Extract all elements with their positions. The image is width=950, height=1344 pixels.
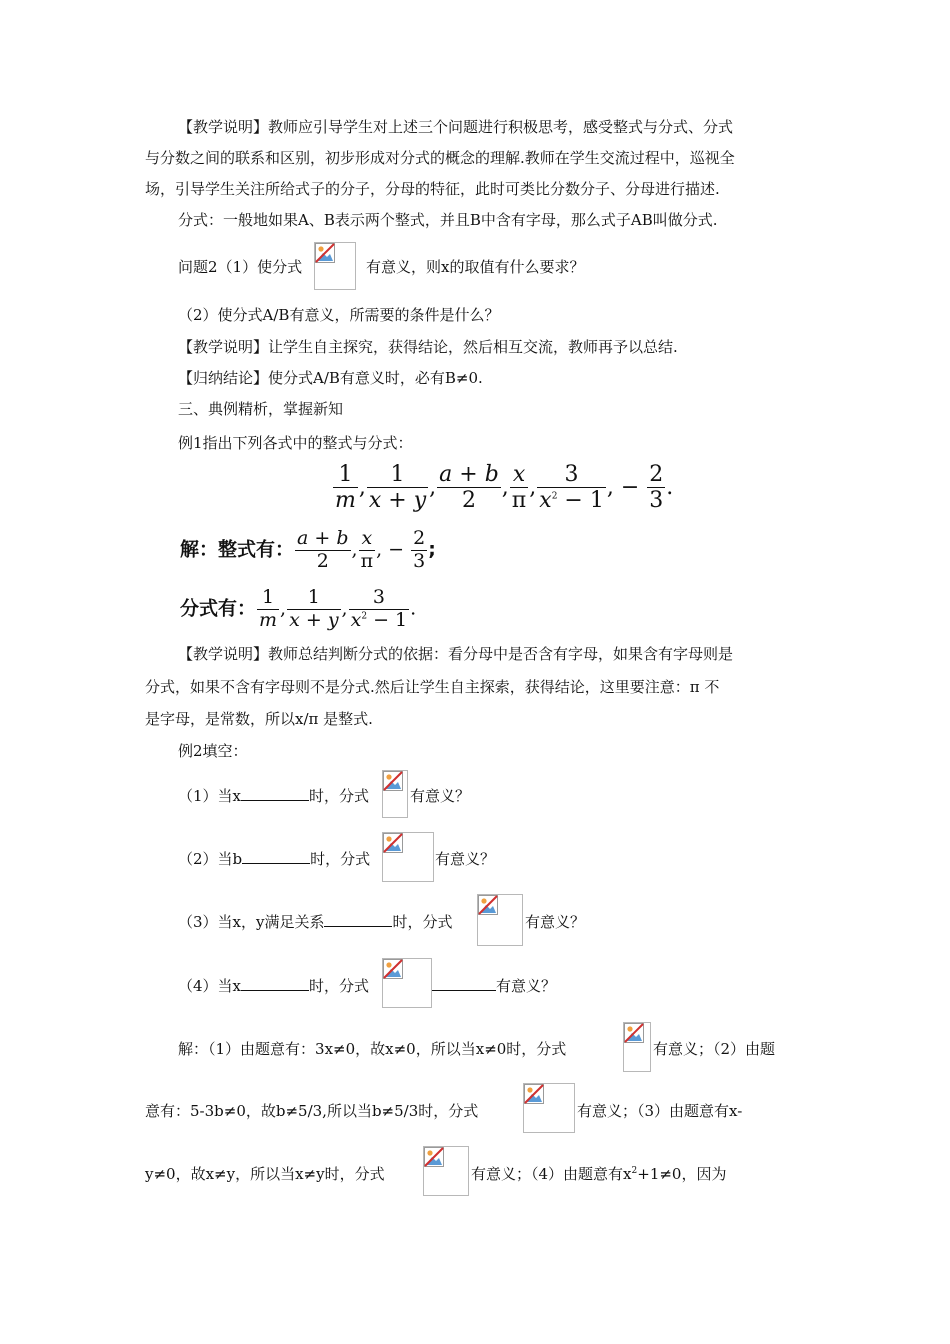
solution-line-1-end: 有意义；（2）由题 (653, 1040, 776, 1058)
broken-image-icon (424, 1147, 444, 1167)
answer-blank[interactable] (241, 976, 309, 991)
conclusion: 【归纳结论】使分式A/B有意义时，必有B≠0. (178, 369, 483, 387)
item-4-prefix: （4）当x (178, 977, 242, 995)
broken-image-icon (383, 771, 403, 791)
teaching-note-2: 【教学说明】让学生自主探究，获得结论，然后相互交流，教师再予以总结. (178, 338, 678, 356)
exponent: 2 (631, 1166, 638, 1176)
item-3-prefix: （3）当x，y满足关系 (178, 913, 325, 931)
formula-image (523, 1083, 575, 1133)
solution-line-3-tail: +1≠0，因为 (637, 1165, 727, 1183)
formula-image (382, 832, 434, 882)
question-2-part-2: （2）使分式A/B有意义，所需要的条件是什么？ (178, 306, 500, 324)
answer-blank[interactable] (324, 912, 392, 927)
item-2-prefix: （2）当b (178, 850, 243, 868)
broken-image-icon (524, 1084, 544, 1104)
example-2-item-4 (178, 976, 369, 996)
question-2-part-1-prefix: 问题2（1）使分式 (178, 258, 303, 276)
broken-image-icon (383, 959, 403, 979)
solution-line-1: 解：（1）由题意有：3x≠0，故x≠0，所以当x≠0时，分式 (178, 1040, 567, 1058)
formula-image (623, 1022, 651, 1072)
answer-fractions: 分式有： $\frac{1}{m}$ , $\frac{1}{x + y}$ , $\frac{3}{x^2 - 1}$ . (180, 586, 417, 631)
item-4-suffix (432, 976, 556, 996)
teaching-note-line-3: 场，引导学生关注所给式子的分子，分母的特征，此时可类比分数分子、分母进行描述. (145, 180, 720, 198)
item-4-middle: 时，分式 (309, 977, 370, 995)
item-2-middle: 时，分式 (310, 850, 371, 868)
item-1-middle: 时，分式 (309, 787, 370, 805)
item-3-middle: 时，分式 (392, 913, 453, 931)
solution-line-3-end (471, 1164, 726, 1184)
section-heading: 三、典例精析，掌握新知 (178, 400, 344, 418)
example-2-item-1 (178, 786, 369, 806)
teaching-note-line-2: 与分数之间的联系和区别，初步形成对分式的概念的理解.教师在学生交流过程中，巡视全 (145, 149, 735, 167)
item-2-suffix: 有意义？ (435, 850, 496, 868)
teaching-note-3-line-3: 是字母，是常数，所以x/π 是整式. (145, 710, 373, 728)
formula-image (477, 894, 523, 946)
question-2-part-1-suffix: 有意义，则x的取值有什么要求？ (366, 258, 585, 276)
answer-blank[interactable] (432, 976, 496, 991)
teaching-note-3-line-1: 【教学说明】教师总结判断分式的依据：看分母中是否含有字母，如果含有字母则是 (178, 645, 734, 663)
item-4-end: 有意义？ (496, 977, 557, 995)
solution-line-3-text: 有意义；（4）由题意有x (471, 1165, 632, 1183)
formula-image (314, 242, 356, 290)
item-3-suffix: 有意义？ (525, 913, 586, 931)
example-1-expressions: $\frac{1}{m}$ , $\frac{1}{x + y}$ , $\frac{a + b}{2}$ , $\frac{x}{\pi}$ , $\frac{3}{x^2 - 1}$ , − $\frac{2}{3}$ . (335, 462, 674, 514)
answer-fractions-label: 分式有： (180, 597, 257, 620)
answer-blank[interactable] (241, 786, 309, 801)
example-2-title: 例2填空： (178, 742, 248, 760)
answer-blank[interactable] (242, 849, 310, 864)
broken-image-icon (383, 833, 403, 853)
broken-image-icon (478, 895, 498, 915)
solution-line-2-end: 有意义；（3）由题意有x- (577, 1102, 743, 1120)
fraction-definition: 分式：一般地如果A、B表示两个整式，并且B中含有字母，那么式子AB叫做分式. (178, 211, 718, 229)
item-1-prefix: （1）当x (178, 787, 242, 805)
example-1-title: 例1指出下列各式中的整式与分式： (178, 434, 413, 452)
teaching-note-line-1: 【教学说明】教师应引导学生对上述三个问题进行积极思考，感受整式与分式、分式 (178, 118, 734, 136)
answer-polynomials: 解：整式有： $\frac{a + b}{2}$ , $\frac{x}{\pi}$ , − $\frac{2}{3}$ ; (180, 527, 436, 572)
broken-image-icon (315, 243, 335, 263)
item-1-suffix: 有意义？ (410, 787, 471, 805)
example-2-item-3 (178, 912, 453, 932)
solution-line-2: 意有：5-3b≠0，故b≠5/3,所以当b≠5/3时，分式 (145, 1102, 479, 1120)
formula-image (423, 1146, 469, 1196)
formula-image (382, 770, 408, 818)
broken-image-icon (624, 1023, 644, 1043)
teaching-note-3-line-2: 分式，如果不含有字母则不是分式.然后让学生自主探索，获得结论，这里要注意：π 不 (145, 678, 720, 696)
formula-image (382, 958, 432, 1008)
answer-polynomials-label: 解：整式有： (180, 538, 295, 561)
solution-line-3: y≠0，故x≠y，所以当x≠y时，分式 (145, 1165, 385, 1183)
example-2-item-2 (178, 849, 370, 869)
